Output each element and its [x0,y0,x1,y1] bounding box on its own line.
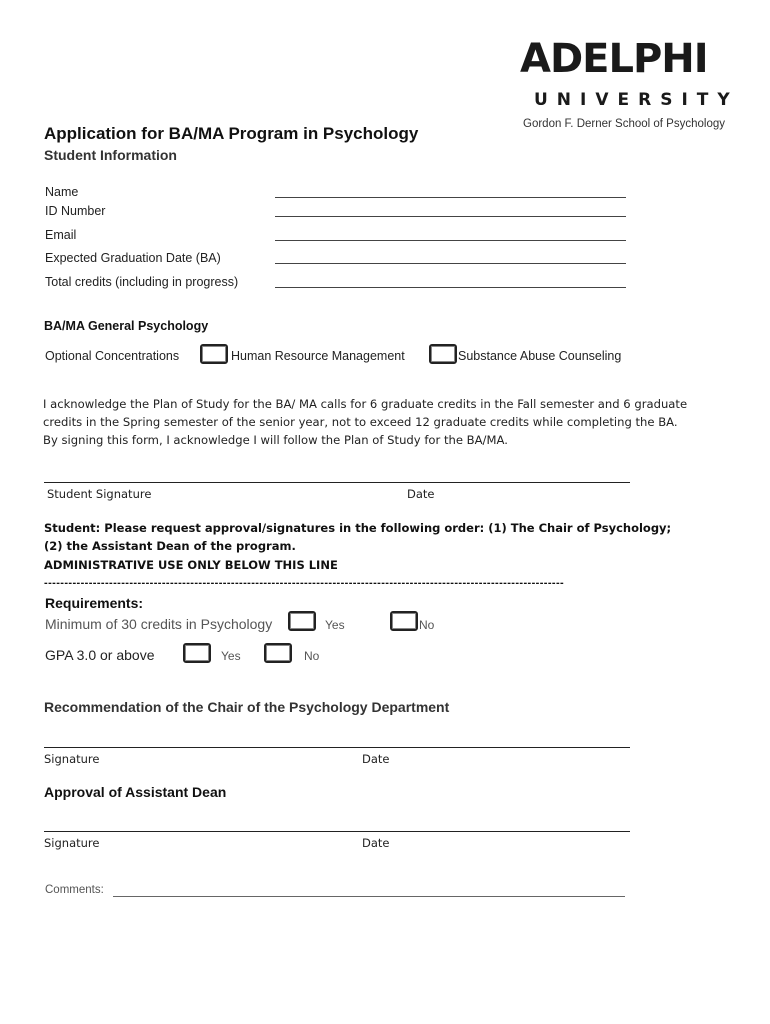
logo-school-name: Gordon F. Derner School of Psychology [523,118,725,130]
req-credits-no-checkbox[interactable] [390,611,418,631]
program-heading: BA/MA General Psychology [44,319,209,333]
graduation-date-field[interactable] [275,263,626,264]
name-label: Name [45,185,79,199]
req-credits-yes-label: Yes [325,618,345,632]
req-gpa-no-checkbox[interactable] [264,643,292,663]
email-label: Email [45,228,77,242]
dean-signature-line[interactable] [44,831,630,832]
concentrations-label: Optional Concentrations [45,349,180,363]
req-gpa-yes-label: Yes [221,649,241,663]
sac-label: Substance Abuse Counseling [458,349,622,363]
dean-date-label: Date [362,836,390,850]
instructions-line-1: Student: Please request approval/signatures in the following order: (1) The Chair of Psychology; [44,521,672,535]
total-credits-label: Total credits (including in progress) [45,275,239,289]
hrm-label: Human Resource Management [231,349,405,363]
requirements-heading: Requirements: [45,595,144,611]
student-date-label: Date [407,487,435,501]
chair-signature-line[interactable] [44,747,630,748]
req-gpa-no-label: No [304,649,320,663]
logo-university: UNIVERSITY [534,90,739,110]
chair-heading: Recommendation of the Chair of the Psychology Department [44,699,450,715]
sac-checkbox[interactable] [429,344,457,364]
id-number-field[interactable] [275,216,626,217]
admin-divider: -------------------------------------------------------------------------------------------------------------------------------- [44,577,565,589]
logo-wordmark: ADELPHI [520,36,708,82]
student-signature-line[interactable] [44,482,630,483]
id-number-label: ID Number [45,204,106,218]
total-credits-field[interactable] [275,287,626,288]
req-gpa-yes-checkbox[interactable] [183,643,211,663]
dean-heading: Approval of Assistant Dean [44,784,227,800]
comments-label: Comments: [45,884,104,896]
req-credits-label: Minimum of 30 credits in Psychology [45,616,273,632]
email-field[interactable] [275,240,626,241]
name-field[interactable] [275,197,626,198]
chair-date-label: Date [362,752,390,766]
req-credits-no-label: No [419,618,435,632]
ack-line-3: By signing this form, I acknowledge I will follow the Plan of Study for the BA/MA. [43,433,508,447]
chair-signature-label: Signature [44,752,100,766]
page-title: Application for BA/MA Program in Psychology [44,124,419,143]
adelphi-logo [520,36,739,136]
ack-line-2: credits in the Spring semester of the senior year, not to exceed 12 graduate credits while completing the BA. [43,415,678,429]
graduation-date-label: Expected Graduation Date (BA) [45,251,221,265]
ack-line-1: I acknowledge the Plan of Study for the BA/ MA calls for 6 graduate credits in the Fall semester and 6 graduate [43,397,688,411]
comments-field[interactable] [113,896,625,897]
dean-signature-label: Signature [44,836,100,850]
instructions-line-2: (2) the Assistant Dean of the program. [44,539,296,553]
admin-use-label: ADMINISTRATIVE USE ONLY BELOW THIS LINE [44,558,338,572]
req-credits-yes-checkbox[interactable] [288,611,316,631]
student-info-heading: Student Information [44,147,177,163]
hrm-checkbox[interactable] [200,344,228,364]
req-gpa-label: GPA 3.0 or above [45,647,155,663]
student-signature-label: Student Signature [47,487,152,501]
